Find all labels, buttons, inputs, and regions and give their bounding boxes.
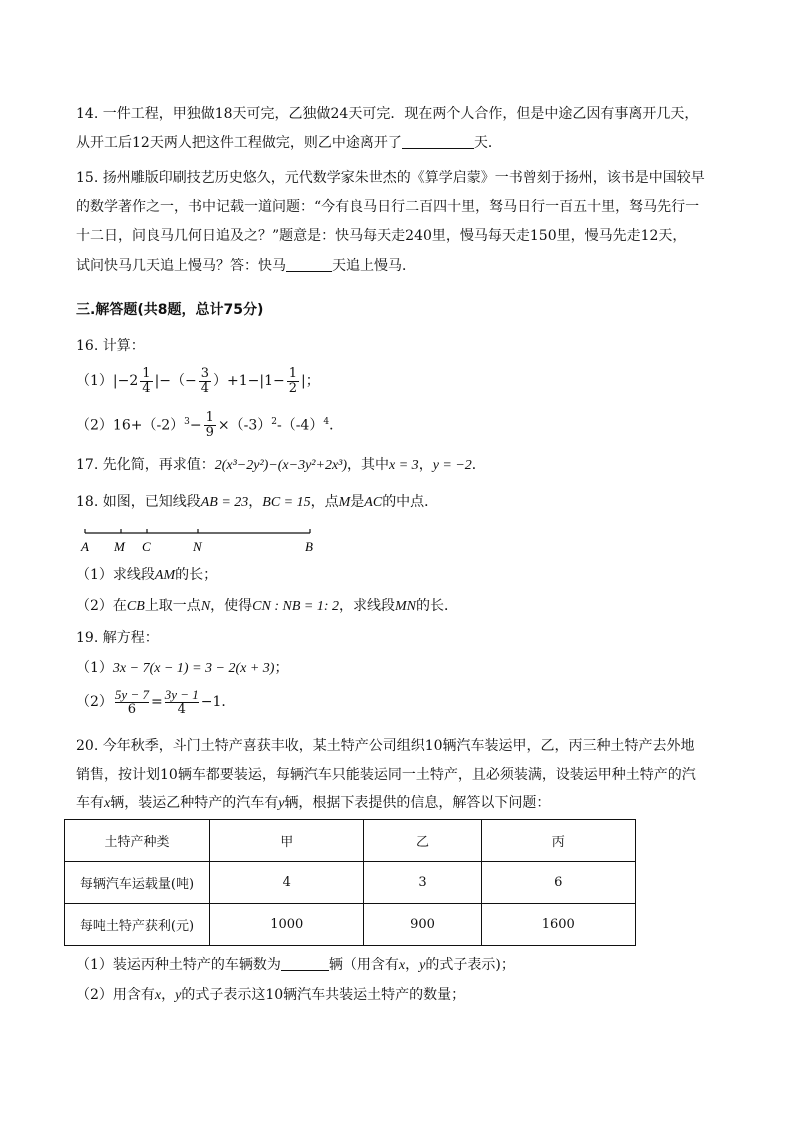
row-label-profit: 每吨土特产获利(元) xyxy=(65,904,210,946)
q15-line-4 xyxy=(76,256,416,276)
q16-p1-f2-den: 4 xyxy=(200,380,210,396)
q18-text-c: 是 xyxy=(350,494,365,510)
q18-p2-cb: CB xyxy=(126,599,145,614)
q20-p2-x: x xyxy=(154,988,162,1003)
q18-ab: AB = 23 xyxy=(200,495,249,510)
label-m: M xyxy=(114,539,125,554)
table-cell: 4 xyxy=(210,862,364,904)
q17-end: ． xyxy=(471,457,486,473)
q16-p2-d: -（-4） xyxy=(276,417,324,434)
q16-p1-f2-num: 3 xyxy=(200,365,210,381)
q18-p1-am: AM xyxy=(154,568,176,583)
table-cell: 3 xyxy=(364,862,481,904)
q19-p2-f2-num: 3y − 1 xyxy=(164,686,199,702)
q16-p2-label: （2） xyxy=(76,417,113,434)
q18-sep: ， xyxy=(248,494,263,510)
q16-part-1 xyxy=(76,364,320,398)
q18-point-m: M xyxy=(338,495,351,510)
q15-line-1: 15. 扬州雕版印刷技艺历史悠久，元代数学家朱世杰的《算学启蒙》一书曾刻于扬州，该书是中国较早 xyxy=(76,170,705,186)
q20-line-2: 销售，按计划10辆车都要装运，每辆汽车只能装运同一土特产，且必须装满，设装运甲种土特产的汽 xyxy=(76,767,696,783)
q20-p1-sep: ， xyxy=(405,957,420,973)
label-b: B xyxy=(305,539,313,554)
q17-text-a: 17. 先化简，再求值： xyxy=(76,457,215,473)
q16-p2-exp-1: 3 xyxy=(184,417,190,427)
q20-p2-y: y xyxy=(175,988,182,1003)
q20-l3-b: 辆，装运乙种特产的汽车有 xyxy=(110,795,279,811)
q16-p2-exp-3: 4 xyxy=(323,417,330,427)
q20-line-3 xyxy=(76,793,550,814)
q14-line-1: 14. 一件工程，甲独做18天可完，乙独做24天可完．现在两个人合作，但是中途乙因有事离开几天， xyxy=(76,106,699,122)
q17-cond-y: y = −2 xyxy=(432,458,472,473)
table-cell: 1000 xyxy=(210,904,364,946)
table-cell: 6 xyxy=(481,862,636,904)
q18-segment-figure xyxy=(76,524,326,558)
table-cell: 1600 xyxy=(481,904,636,946)
q16-p2-c: ×（-3） xyxy=(217,417,272,434)
q19-p2-f1-den: 6 xyxy=(127,701,137,717)
q15-line-3: 十二日，问良马几何日追及之？”题意是：快马每天走240里，慢马每天走150里，慢马先走12天， xyxy=(76,228,687,244)
q19-part-2 xyxy=(76,684,235,720)
q18-p2-d: ，求线段 xyxy=(339,598,395,614)
q16-part-2 xyxy=(76,404,343,444)
q15-line-2: 的数学著作之一，书中记载一道问题：“今有良马日行二百四十里，驽马日行一百五十里，驽马先行一 xyxy=(76,199,700,215)
q16-p1-f3-den: 2 xyxy=(288,380,298,396)
q14-line-2 xyxy=(76,133,502,153)
q16-p1-f1-den: 4 xyxy=(142,380,151,396)
q20-p1-x: x xyxy=(398,958,406,973)
q16-title: 16. 计算： xyxy=(76,338,145,354)
table-row xyxy=(65,904,636,946)
q19-p2-label: （2） xyxy=(76,694,113,710)
q20-p1-y: y xyxy=(419,958,426,973)
q18-ac: AC xyxy=(364,495,383,510)
q16-p1-f1-num: 1 xyxy=(142,365,151,381)
q16-p1-a: |−2 xyxy=(112,373,139,389)
q20-p2-b: 的式子表示这10辆汽车共装运土特产的数量； xyxy=(181,987,466,1003)
q15-text-a: 试问快马几天追上慢马？答：快马 xyxy=(76,258,286,274)
label-n: N xyxy=(193,539,202,554)
q20-specialty-table xyxy=(64,819,636,946)
q19-part-1 xyxy=(76,658,288,679)
q18-text-a: 18. 如图，已知线段 xyxy=(76,494,201,510)
q19-title: 19. 解方程： xyxy=(76,630,159,646)
q18-text-d: 的中点． xyxy=(382,494,439,510)
q16-p1-fraction-3 xyxy=(287,367,299,396)
q16-p1-d: |； xyxy=(301,373,320,389)
q18-p1-b: 的长； xyxy=(175,567,218,583)
header-cell-type: 土特产种类 xyxy=(65,820,210,862)
q14-answer-blank[interactable] xyxy=(402,134,474,149)
q19-p2-end: ． xyxy=(221,694,236,710)
q19-p2-f2-den: 4 xyxy=(177,701,186,717)
q16-p1-label: （1） xyxy=(76,373,113,389)
q16-p2-e: ． xyxy=(329,417,344,434)
q14-text-a: 从开工后12天两人把这件工程做完，则乙中途离开了 xyxy=(76,135,402,151)
q18-p1-a: （1）求线段 xyxy=(76,567,155,583)
q14-text-b: 天． xyxy=(473,135,502,151)
q20-l3-x: x xyxy=(104,796,111,811)
q17-sep: ， xyxy=(418,457,433,473)
q18-p2-ratio: CN : NB = 1: 2 xyxy=(252,599,339,614)
q20-p2-a: （2）用含有 xyxy=(76,987,155,1003)
q19-p1-equation: 3x − 7(x − 1) = 3 − 2(x + 3) xyxy=(112,661,275,676)
q16-p2-fraction xyxy=(204,411,216,440)
q17-line xyxy=(76,455,486,476)
q18-p2-a: （2）在 xyxy=(76,598,127,614)
q20-part-2 xyxy=(76,985,465,1006)
q19-p2-fraction-2 xyxy=(165,688,199,717)
row-label-capacity: 每辆汽车运载量(吨) xyxy=(65,862,210,904)
section-3-heading: 三.解答题(共8题，总计75分) xyxy=(76,302,264,318)
q18-p2-mn: MN xyxy=(395,599,416,614)
q17-cond-x: x = 3 xyxy=(389,458,419,473)
q16-p1-b: |−（− xyxy=(154,373,197,389)
q18-p2-e: 的长． xyxy=(416,598,458,614)
q15-text-b: 天追上慢马． xyxy=(332,258,416,274)
q18-p2-c: ，使得 xyxy=(210,598,253,614)
q18-part-1 xyxy=(76,565,217,586)
q20-p1-c: 的式子表示)； xyxy=(425,957,515,973)
table-cell: 900 xyxy=(364,904,481,946)
q17-text-b: ，其中 xyxy=(347,457,390,473)
q20-p2-sep: ， xyxy=(161,987,176,1003)
q20-p1-b: 辆（用含有 xyxy=(328,957,399,973)
q18-bc: BC = 15 xyxy=(262,495,311,510)
label-c: C xyxy=(142,539,151,554)
q19-p2-fraction-1 xyxy=(115,688,149,717)
q20-p1-a: （1）装运丙种土特产的车辆数为 xyxy=(76,957,281,973)
q20-l3-a: 车有 xyxy=(76,795,104,811)
q19-p2-f1-num: 5y − 7 xyxy=(114,686,149,702)
q19-p2-tail: −1 xyxy=(200,694,222,710)
q19-p1-label: （1） xyxy=(76,660,113,676)
label-a: A xyxy=(81,539,89,554)
q16-p1-fraction-1 xyxy=(140,367,152,396)
q18-p2-b: 上取一点 xyxy=(144,598,201,614)
header-cell-jia: 甲 xyxy=(210,820,364,862)
q16-p1-fraction-2 xyxy=(199,367,211,396)
q18-line xyxy=(76,492,438,513)
q16-p2-a: 16+（-2） xyxy=(112,417,185,434)
q20-l3-c: 辆，根据下表提供的信息，解答以下问题： xyxy=(284,795,551,811)
q16-p2-f-num: 1 xyxy=(205,410,214,426)
header-cell-yi: 乙 xyxy=(364,820,481,862)
q16-p2-exp-2: 2 xyxy=(271,417,277,427)
q15-answer-blank[interactable] xyxy=(286,257,332,272)
q20-line-1: 20. 今年秋季，斗门土特产喜获丰收，某土特产公司组织10辆汽车装运甲，乙，丙三种土特产去外地 xyxy=(76,738,695,754)
q16-p1-f3-num: 1 xyxy=(288,365,298,381)
header-cell-bing: 丙 xyxy=(481,820,636,862)
table-header-row xyxy=(65,820,636,862)
table-row xyxy=(65,862,636,904)
q20-answer-blank[interactable] xyxy=(281,956,329,971)
q20-part-1 xyxy=(76,955,515,976)
q19-p1-end: ； xyxy=(274,660,289,676)
q19-p2-eq: = xyxy=(150,694,163,710)
q16-p2-b: − xyxy=(189,417,202,434)
q18-part-2 xyxy=(76,596,458,617)
q17-expression: 2(x³−2y²)−(x−3y²+2x³) xyxy=(214,458,348,473)
q20-l3-y: y xyxy=(278,796,285,811)
q16-p2-f-den: 9 xyxy=(205,425,214,441)
q18-text-b: ，点 xyxy=(310,494,339,510)
q16-p1-c: ）+1−|1− xyxy=(213,373,285,389)
q18-p2-n: N xyxy=(200,599,211,614)
